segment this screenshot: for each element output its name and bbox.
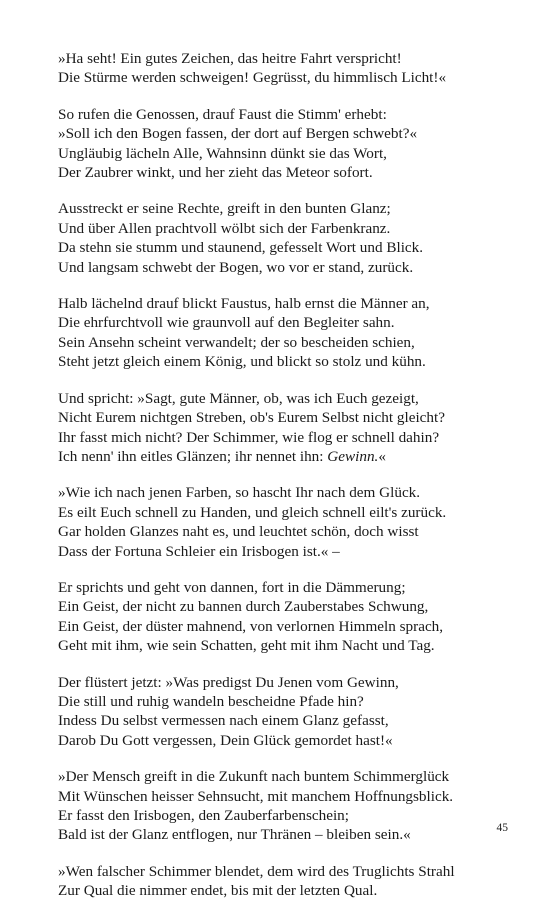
stanza bbox=[58, 483, 518, 561]
verse-line bbox=[58, 692, 518, 711]
verse-text: Sein Ansehn scheint verwandelt; der so bescheiden schien, bbox=[58, 333, 415, 351]
verse-line bbox=[58, 199, 518, 218]
verse-text: Ungläubig lächeln Alle, Wahnsinn dünkt sie das Wort, bbox=[58, 144, 387, 162]
verse-line bbox=[58, 542, 518, 561]
verse-line bbox=[58, 294, 518, 313]
verse-line bbox=[58, 767, 518, 786]
verse-text: »Wen falscher Schimmer blendet, dem wird des Truglichts Strahl bbox=[58, 862, 455, 880]
stanza bbox=[58, 578, 518, 656]
verse-text: Die Stürme werden schweigen! Gegrüsst, du himmlisch Licht!« bbox=[58, 69, 447, 87]
verse-line bbox=[58, 578, 518, 597]
verse-line bbox=[58, 408, 518, 427]
verse-line bbox=[58, 711, 518, 730]
stanza bbox=[58, 673, 518, 751]
verse-line bbox=[58, 806, 518, 825]
verse-text: Steht jetzt gleich einem König, und blickt so stolz und kühn. bbox=[58, 353, 426, 371]
verse-text: Ein Geist, der düster mahnend, von verlornen Himmeln sprach, bbox=[58, 617, 444, 635]
verse-line bbox=[58, 428, 518, 447]
verse-line bbox=[58, 447, 518, 466]
verse-text: Ein Geist, der nicht zu bannen durch Zauberstabes Schwung, bbox=[58, 598, 429, 616]
verse-text: Und langsam schwebt der Bogen, wo vor er stand, zurück. bbox=[58, 258, 414, 276]
verse-line bbox=[58, 881, 518, 900]
verse-text: »Soll ich den Bogen fassen, der dort auf Bergen schwebt?« bbox=[58, 125, 418, 143]
verse-line bbox=[58, 617, 518, 636]
verse-text: Dass der Fortuna Schleier ein Irisbogen ist.« – bbox=[58, 542, 340, 560]
verse-line bbox=[58, 105, 518, 124]
verse-line bbox=[58, 352, 518, 371]
verse-text: Und spricht: »Sagt, gute Männer, ob, was ich Euch gezeigt, bbox=[58, 389, 419, 407]
verse-text: Er sprichts und geht von dannen, fort in die Dämmerung; bbox=[58, 578, 406, 596]
verse-line bbox=[58, 862, 518, 881]
verse-line bbox=[58, 787, 518, 806]
verse-text: »Wie ich nach jenen Farben, so hascht Ihr nach dem Glück. bbox=[58, 484, 421, 502]
verse-line bbox=[58, 68, 518, 87]
stanza bbox=[58, 105, 518, 183]
stanza bbox=[58, 862, 518, 901]
verse-text: Darob Du Gott vergessen, Dein Glück gemordet hast!« bbox=[58, 731, 393, 749]
stanza bbox=[58, 389, 518, 467]
verse-line bbox=[58, 389, 518, 408]
verse-text: Halb lächelnd drauf blickt Faustus, halb ernst die Männer an, bbox=[58, 295, 430, 313]
verse-text: Nicht Eurem nichtgen Streben, ob's Eurem Selbst nicht gleicht? bbox=[58, 409, 445, 427]
verse-text: Der flüstert jetzt: »Was predigst Du Jenen vom Gewinn, bbox=[58, 673, 399, 691]
verse-text: Zur Qual die nimmer endet, bis mit der letzten Qual. bbox=[58, 882, 378, 900]
verse-text: Da stehn sie stumm und staunend, gefesselt Wort und Blick. bbox=[58, 239, 424, 257]
verse-line bbox=[58, 522, 518, 541]
verse-line bbox=[58, 673, 518, 692]
verse-text: Ich nenn' ihn eitles Glänzen; ihr nennet ihn: bbox=[58, 447, 328, 465]
verse-line bbox=[58, 49, 518, 68]
verse-line bbox=[58, 825, 518, 844]
verse-text: Mit Wünschen heisser Sehnsucht, mit manchem Hoffnungsblick. bbox=[58, 787, 454, 805]
verse-text: Geht mit ihm, wie sein Schatten, geht mit ihm Nacht und Tag. bbox=[58, 637, 435, 655]
verse-text: Und über Allen prachtvoll wölbt sich der Farbenkranz. bbox=[58, 219, 391, 237]
verse-text: Indess Du selbst vermessen nach einem Glanz gefasst, bbox=[58, 712, 389, 730]
italic-word: Gewinn. bbox=[327, 447, 379, 465]
verse-text: So rufen die Genossen, drauf Faust die Stimm' erhebt: bbox=[58, 105, 387, 123]
verse-text: « bbox=[378, 447, 386, 465]
verse-text: Bald ist der Glanz entflogen, nur Thränen – bleiben sein.« bbox=[58, 826, 411, 844]
verse-text: »Ha seht! Ein gutes Zeichen, das heitre Fahrt verspricht! bbox=[58, 50, 402, 67]
page-number: 45 bbox=[496, 822, 508, 834]
poem-text-block bbox=[58, 49, 518, 918]
verse-text: Der Zaubrer winkt, und her zieht das Meteor sofort. bbox=[58, 164, 373, 182]
verse-line bbox=[58, 597, 518, 616]
verse-line bbox=[58, 333, 518, 352]
verse-text: Gar holden Glanzes naht es, und leuchtet schön, doch wisst bbox=[58, 523, 419, 541]
stanza bbox=[58, 767, 518, 845]
verse-text: Es eilt Euch schnell zu Handen, und gleich schnell eilt's zurück. bbox=[58, 503, 447, 521]
verse-text: Ausstreckt er seine Rechte, greift in den bunten Glanz; bbox=[58, 200, 391, 218]
verse-line bbox=[58, 219, 518, 238]
stanza bbox=[58, 49, 518, 88]
verse-line bbox=[58, 636, 518, 655]
verse-line bbox=[58, 503, 518, 522]
verse-line bbox=[58, 238, 518, 257]
verse-text: Die ehrfurchtvoll wie graunvoll auf den Begleiter sahn. bbox=[58, 314, 395, 332]
verse-line bbox=[58, 258, 518, 277]
verse-text: Er fasst den Irisbogen, den Zauberfarbenschein; bbox=[58, 807, 349, 824]
verse-text: Ihr fasst mich nicht? Der Schimmer, wie flog er schnell dahin? bbox=[58, 428, 440, 446]
verse-line bbox=[58, 483, 518, 502]
verse-text: »Der Mensch greift in die Zukunft nach buntem Schimmerglück bbox=[58, 768, 450, 786]
verse-line bbox=[58, 313, 518, 332]
stanza bbox=[58, 294, 518, 372]
verse-line bbox=[58, 144, 518, 163]
verse-line bbox=[58, 163, 518, 182]
verse-line bbox=[58, 124, 518, 143]
stanza bbox=[58, 199, 518, 277]
verse-line bbox=[58, 731, 518, 750]
verse-text: Die still und ruhig wandeln bescheidne Pfade hin? bbox=[58, 692, 364, 710]
